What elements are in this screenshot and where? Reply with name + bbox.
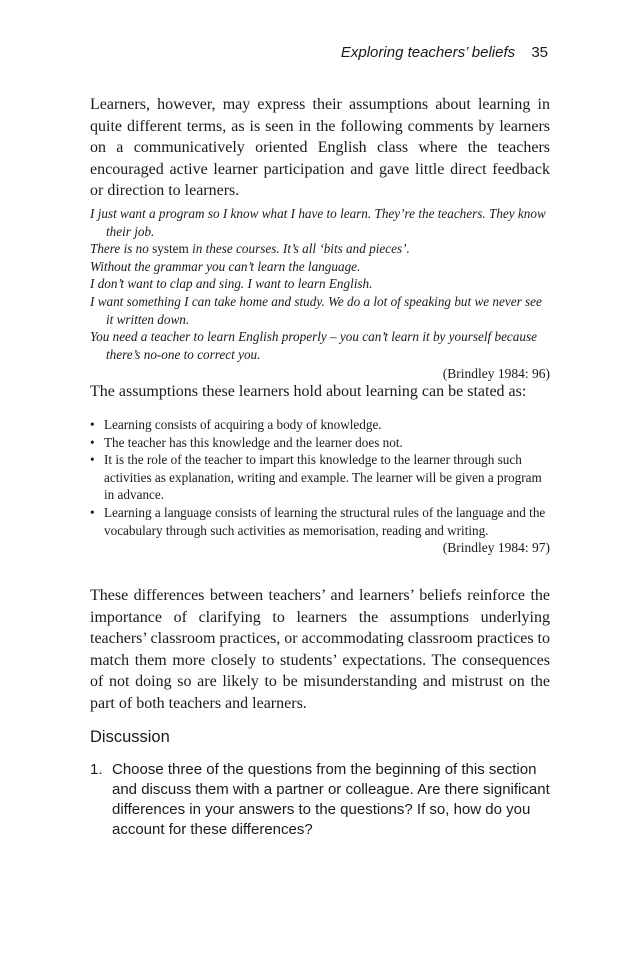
page-number: 35 [531, 44, 548, 61]
list-item-text: It is the role of the teacher to impart this knowledge to the learner through such activities as explanation, writing and example. The learner will be given a program in advance. [104, 452, 542, 503]
quote-emphasis: system [152, 241, 189, 257]
citation: (Brindley 1984: 97) [442, 540, 550, 556]
running-head [341, 44, 548, 61]
assumption-bullets [90, 416, 550, 557]
list-item-text: Learning a language consists of learning the structural rules of the language and the vocabulary through such activities as memorisation, reading and writing. [104, 504, 546, 538]
bullet-icon: • [90, 417, 95, 432]
question-number: 1. [90, 761, 103, 778]
assumptions-lead: The assumptions these learners hold about learning can be stated as: [90, 383, 527, 400]
list-item-text: The teacher has this knowledge and the learner does not. [104, 434, 403, 450]
section-heading: Discussion [90, 728, 170, 746]
bullet-icon: • [90, 504, 95, 520]
quote-line: Without the grammar you can’t learn the language. [90, 258, 361, 274]
intro-paragraph: Learners, however, may express their assumptions about learning in quite different terms, as is seen in the following comments by learners on a communicatively oriented English class where the teachers encouraged active learner participation and gave little direct feedback or direction to learners. [90, 96, 550, 199]
question-text: Choose three of the questions from the beginning of this section and discuss them with a partner or colleague. Are there significant differences in your answers to the questions? If so, how do you account for these differences? [112, 761, 550, 838]
list-item [90, 504, 550, 539]
chapter-title: Exploring teachers’ beliefs [340, 44, 516, 61]
quote-line: I just want a program so I know what I have to learn. They’re the teachers. They know their job. [90, 206, 546, 239]
citation: (Brindley 1984: 96) [442, 366, 550, 382]
discussion-questions [90, 760, 550, 840]
quote-line: I don’t want to clap and sing. I want to learn English. [90, 276, 373, 292]
list-item [90, 760, 550, 840]
quote-line: I want something I can take home and study. We do a lot of speaking but we never see it written down. [90, 293, 542, 327]
quote-line [90, 240, 550, 258]
list-item [90, 434, 550, 452]
list-item [90, 451, 550, 504]
learner-quotes [90, 205, 550, 383]
bullet-icon: • [90, 452, 95, 468]
bullet-icon: • [90, 434, 95, 450]
quote-line: You need a teacher to learn English properly – you can’t learn it by yourself because there’s no-one to correct you. [90, 329, 537, 362]
quote-segment: in these courses. It’s all ‘bits and pieces’. [188, 241, 410, 257]
quote-segment: There is no [90, 241, 153, 257]
list-item [90, 416, 550, 434]
closing-paragraph: These differences between teachers’ and learners’ beliefs reinforce the importance of clarifying to learners the assumptions underlying teachers’ classroom practices, or accommodating classroom practices to match them more closely to students’ expectations. The consequences of not doing so are likely to be misunderstanding and mistrust on the part of both teachers and learners. [90, 587, 550, 712]
list-item-text: Learning consists of acquiring a body of knowledge. [104, 417, 382, 432]
